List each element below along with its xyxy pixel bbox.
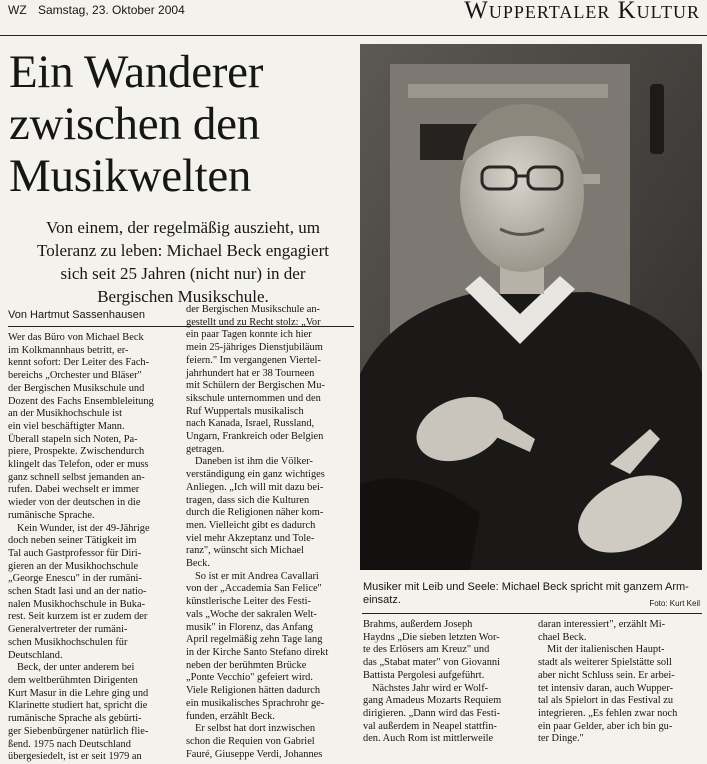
body-text-line: durch die Religionen näher kom-: [186, 507, 324, 519]
body-text-line: Haydns „Die sieben letzten Wor-: [363, 631, 500, 643]
body-text-line: schon die Requien von Gabriel: [186, 735, 315, 747]
body-text-line: verständigung ein ganz wichtiges: [186, 469, 325, 481]
body-text-line: an der Musikhochschule ist: [8, 408, 122, 420]
intro-line: Bergischen Musikschule.: [97, 287, 269, 306]
body-text-line: Nächstes Jahr wird er Wolf-: [372, 682, 489, 694]
body-text-line: men. Vielleicht gibt es dadurch: [186, 519, 316, 531]
body-text-line: ter Dinge.": [538, 733, 584, 745]
headline-line: Ein Wanderer: [9, 46, 264, 98]
body-text-line: Mit der italienischen Haupt-: [547, 644, 665, 656]
body-text-line: nalen Musikhochschule in Buka-: [8, 598, 146, 610]
body-text-line: dirigieren. „Dann wird das Festi-: [363, 707, 501, 719]
body-text-line: doch neben seiner Tätigkeit im: [8, 535, 137, 547]
body-text-line: klingelt das Telefon, oder er muss: [8, 459, 149, 471]
body-text-line: „George Enescu" in der rumäni-: [8, 573, 142, 585]
article-column-2: [186, 304, 358, 760]
intro-line: Toleranz zu leben: Michael Beck engagiert: [37, 241, 329, 260]
body-text-line: ein paar Gelder, aber ich bin gu-: [538, 720, 673, 732]
body-text-line: ranz", wünscht sich Michael: [186, 545, 304, 557]
body-text-line: So ist er mit Andrea Cavallari: [195, 570, 319, 582]
caption-line: einsatz.: [363, 594, 401, 606]
article-headline: [9, 46, 354, 202]
body-text-line: mein 25-jähriges Dienstjubiläum: [186, 342, 323, 354]
body-text-line: April regelmäßig zehn Tage lang: [186, 634, 323, 646]
body-text-line: Battista Pergolesi aufgeführt.: [363, 669, 485, 681]
body-text-line: Daneben ist ihm die Völker-: [195, 456, 313, 468]
body-text-line: Deutschland.: [8, 649, 63, 661]
body-text-line: ein paar Tagen konnte ich hier: [186, 329, 312, 341]
body-text-line: chael Beck.: [538, 631, 587, 643]
body-text-line: tragen, dass sich die Kulturen: [186, 494, 310, 506]
body-text-line: rumänische Sprache als gebürti-: [8, 713, 142, 725]
body-text-line: neben der berühmten Brücke: [186, 659, 307, 671]
body-text-line: nach Kanada, Israel, Russland,: [186, 418, 315, 430]
body-text-line: der Bergischen Musikschule und: [8, 382, 145, 394]
body-text-line: wieder von der deutschen in die: [8, 497, 141, 509]
body-text-line: künstlerische Leiter des Festi-: [186, 596, 311, 608]
body-text-line: Viele Religionen hätten dadurch: [186, 685, 321, 697]
body-text-line: ganz schnell selbst jemanden an-: [8, 471, 145, 483]
body-text-line: Fauré, Giuseppe Verdi, Johannes: [186, 748, 323, 760]
intro-line: Von einem, der regelmäßig auszieht, um: [46, 218, 320, 237]
body-text-line: viel mehr Akzeptanz und Tole-: [186, 532, 315, 544]
body-text-line: das „Stabat mater" von Giovanni: [363, 657, 500, 669]
article-column-4: [538, 619, 700, 750]
body-text-line: tal als Spielort in das Festival zu: [538, 695, 674, 707]
body-text-line: piere, Prospekte. Zwischendurch: [8, 446, 145, 458]
section-title: Wuppertaler Kultur: [464, 0, 700, 24]
body-text-line: übergesiedelt, ist er seit 1979 an: [8, 751, 142, 763]
body-text-line: feiern." Im vergangenen Viertel-: [186, 354, 321, 366]
photo-credit: Foto: Kurt Keil: [649, 599, 700, 608]
body-text-line: Klarinette studiert hat, spricht die: [8, 700, 148, 712]
body-text-line: rumänische Sprache.: [8, 509, 95, 521]
body-text-line: „Ponte Vecchio" gefeiert wird.: [186, 672, 313, 684]
issue-date: Samstag, 23. Oktober 2004: [38, 3, 185, 17]
body-text-line: gestellt und zu Recht stolz: „Vor: [186, 316, 321, 328]
body-text-line: Überall stapeln sich Noten, Pa-: [8, 433, 138, 445]
body-text-line: im Kolkmannhaus betritt, er-: [8, 344, 129, 356]
body-text-line: ger Siebenbürgener natürlich flie-: [8, 725, 149, 737]
body-text-line: Anliegen. „Ich will mit dazu bei-: [186, 481, 324, 493]
body-text-line: val außerdem in Neapel stattfin-: [363, 720, 497, 732]
body-text-line: aber nicht Schluss sein. Er arbei-: [538, 669, 675, 681]
body-text-line: musik" in Florenz, das Anfang: [186, 621, 313, 633]
body-text-line: der Bergischen Musikschule an-: [186, 304, 320, 315]
body-text-line: den. Auch Rom ist mittlerweile: [363, 733, 494, 745]
body-text-line: stadt als weiterer Spielstätte soll: [538, 657, 672, 669]
body-text-line: ßend. 1975 nach Deutschland: [8, 738, 131, 750]
body-text-line: Generalvertreter der rumäni-: [8, 624, 128, 636]
body-text-line: ein musikalisches Sprachrohr ge-: [186, 697, 325, 709]
body-text-line: sikschule unternommen und den: [186, 392, 321, 404]
body-text-line: schen Stadt Iasi und an der natio-: [8, 586, 147, 598]
intro-line: sich seit 25 Jahren (nicht nur) in der: [60, 264, 306, 283]
headline-line: zwischen den: [9, 98, 260, 150]
body-text-line: Kurt Masur in die Lehre ging und: [8, 687, 149, 699]
body-text-line: gieren an der Musikhochschule: [8, 560, 139, 572]
body-text-line: Brahms, außerdem Joseph: [363, 619, 473, 630]
body-text-line: tet intensiv daran, auch Wupper-: [538, 682, 674, 694]
body-text-line: integrieren. „Es fehlen zwar noch: [538, 707, 678, 719]
body-text-line: kennt sofort: Der Leiter des Fach-: [8, 357, 150, 369]
body-text-line: Er selbst hat dort inzwischen: [195, 723, 316, 735]
body-text-line: Dozent des Fachs Ensembleleitung: [8, 395, 154, 407]
body-text-line: Kein Wunder, ist der 49-Jährige: [17, 522, 150, 534]
masthead-rule: [0, 35, 707, 36]
article-column-3: [363, 619, 533, 750]
body-text-line: daran interessiert", erzählt Mi-: [538, 619, 666, 630]
masthead-left: [8, 3, 185, 17]
body-text-line: Wer das Büro von Michael Beck: [8, 332, 144, 343]
body-text-line: bereichs „Orchester und Bläser": [8, 370, 142, 382]
body-text-line: gang Amadeus Mozarts Requiem: [363, 695, 502, 707]
article-intro: [20, 216, 346, 308]
body-text-line: ein viel beschäftigter Mann.: [8, 420, 125, 432]
body-text-line: schen Musikhochschulen für: [8, 636, 128, 648]
caption-line: Musiker mit Leib und Seele: Michael Beck spricht mit ganzem Arm-: [363, 581, 689, 593]
portrait-illustration: [360, 44, 702, 570]
body-text-line: Beck.: [186, 558, 210, 570]
body-text-line: Beck, der unter anderem bei: [17, 662, 135, 674]
body-text-line: getragen.: [186, 443, 225, 455]
body-text-line: vals „Woche der sakralen Welt-: [186, 608, 317, 620]
body-text-line: rufen. Dabei wechselt er immer: [8, 484, 140, 496]
body-text-line: Ungarn, Frankreich oder Belgien: [186, 431, 324, 443]
body-text-line: Tal auch Gastprofessor für Diri-: [8, 547, 142, 559]
paper-abbreviation: WZ: [8, 3, 27, 17]
body-text-line: von der „Accademia San Felice": [186, 583, 322, 595]
body-text-line: in der Kirche Santo Stefano direkt: [186, 646, 329, 658]
body-text-line: funden, erzählt Beck.: [186, 710, 275, 722]
portrait-photo: [360, 44, 702, 570]
body-text-line: mit Schülern der Bergischen Mu-: [186, 380, 325, 392]
caption-rule: [362, 613, 702, 614]
headline-line: Musikwelten: [9, 150, 252, 202]
body-text-line: jahrhundert hat er 38 Tourneen: [186, 367, 315, 379]
body-text-line: Ruf Wuppertals musikalisch: [186, 405, 304, 417]
byline: Von Hartmut Sassenhausen: [8, 309, 145, 321]
article-column-1: [8, 332, 178, 763]
body-text-line: dem weltberühmten Dirigenten: [8, 674, 138, 686]
body-text-line: rest. Seit kurzem ist er zudem der: [8, 611, 148, 623]
body-text-line: te des Erlösers am Kreuz" und: [363, 644, 490, 656]
